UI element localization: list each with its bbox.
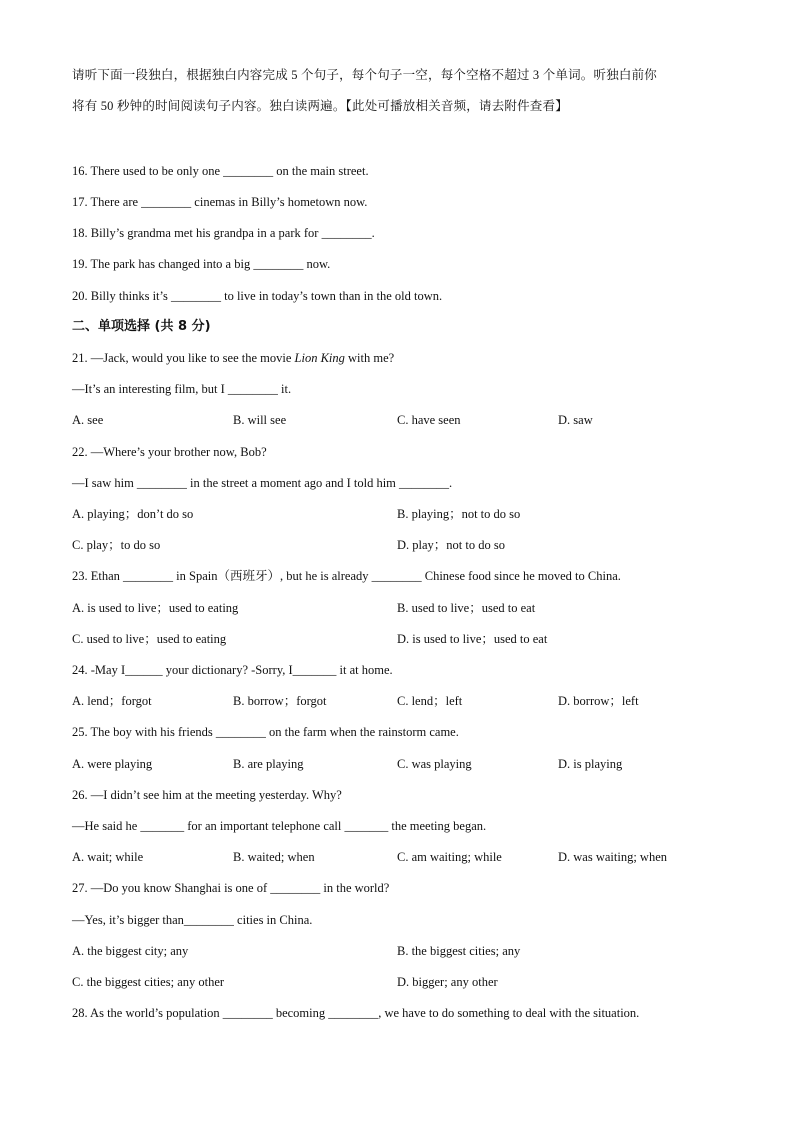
q21-option-a[interactable]: A. see: [72, 413, 104, 427]
question-27-stem: 27. —Do you know Shanghai is one of ________ in the world?: [72, 881, 390, 895]
question-23-stem: 23. Ethan ________ in Spain（西班牙）, but he is already ________ Chinese food since he moved to China.: [72, 569, 621, 583]
q27-option-d[interactable]: D. bigger; any other: [397, 975, 498, 989]
q22-option-d[interactable]: D. play；not to do so: [397, 538, 505, 552]
question-21-stem-post: with me?: [344, 351, 395, 365]
q24-option-d[interactable]: D. borrow；left: [558, 694, 639, 708]
q26-option-c[interactable]: C. am waiting; while: [397, 850, 502, 864]
q24-option-c[interactable]: C. lend；left: [397, 694, 463, 708]
question-20: 20. Billy thinks it’s ________ to live in today’s town than in the old town.: [72, 289, 443, 303]
q22-option-b[interactable]: B. playing；not to do so: [397, 507, 521, 521]
question-18: 18. Billy’s grandma met his grandpa in a park for ________.: [72, 226, 375, 240]
question-26-stem: 26. —I didn’t see him at the meeting yesterday. Why?: [72, 788, 342, 802]
question-17: 17. There are ________ cinemas in Billy’s hometown now.: [72, 195, 368, 209]
q21-option-c[interactable]: C. have seen: [397, 413, 461, 427]
q22-option-c[interactable]: C. play；to do so: [72, 538, 161, 552]
q25-option-b[interactable]: B. are playing: [233, 757, 304, 771]
q25-option-c[interactable]: C. was playing: [397, 757, 472, 771]
movie-title: Lion King: [294, 351, 345, 365]
q27-option-c[interactable]: C. the biggest cities; any other: [72, 975, 225, 989]
question-24-stem: 24. -May I______ your dictionary? -Sorry, I_______ it at home.: [72, 663, 393, 677]
q25-option-d[interactable]: D. is playing: [558, 757, 623, 771]
q26-option-d[interactable]: D. was waiting; when: [558, 850, 668, 864]
question-21-reply: —It’s an interesting film, but I ________ it.: [72, 382, 292, 396]
question-21-stem: [72, 349, 394, 367]
q26-option-b[interactable]: B. waited; when: [233, 850, 315, 864]
question-27-reply: —Yes, it’s bigger than________ cities in China.: [72, 913, 313, 927]
q27-option-a[interactable]: A. the biggest city; any: [72, 944, 189, 958]
question-16: 16. There used to be only one ________ on the main street.: [72, 164, 369, 178]
q24-option-b[interactable]: B. borrow；forgot: [233, 694, 327, 708]
q21-option-d[interactable]: D. saw: [558, 413, 593, 427]
question-28-stem: 28. As the world’s population ________ becoming ________, we have to do something to deal with the situation.: [72, 1006, 640, 1020]
q27-option-b[interactable]: B. the biggest cities; any: [397, 944, 521, 958]
q24-option-a[interactable]: A. lend；forgot: [72, 694, 152, 708]
question-22-reply: —I saw him ________ in the street a moment ago and I told him ________.: [72, 476, 453, 490]
q21-option-b[interactable]: B. will see: [233, 413, 287, 427]
question-26-reply: —He said he _______ for an important telephone call _______ the meeting began.: [72, 819, 487, 833]
listening-instructions: [72, 60, 732, 122]
instructions-line-2: 将有 50 秒钟的时间阅读句子内容。独白读两遍。【此处可播放相关音频，请去附件查看】: [72, 99, 568, 113]
question-22-stem: 22. —Where’s your brother now, Bob?: [72, 445, 267, 459]
q23-option-c[interactable]: C. used to live；used to eating: [72, 632, 227, 646]
q22-option-a[interactable]: A. playing；don’t do so: [72, 507, 194, 521]
q23-option-b[interactable]: B. used to live；used to eat: [397, 601, 536, 615]
q23-option-d[interactable]: D. is used to live；used to eat: [397, 632, 548, 646]
question-25-stem: 25. The boy with his friends ________ on the farm when the rainstorm came.: [72, 725, 459, 739]
question-21-stem-pre: 21. —Jack, would you like to see the movie: [72, 351, 295, 365]
question-19: 19. The park has changed into a big ________ now.: [72, 257, 331, 271]
q23-option-a[interactable]: A. is used to live；used to eating: [72, 601, 239, 615]
section-heading: 二、单项选择 (共 8 分): [72, 319, 211, 334]
q25-option-a[interactable]: A. were playing: [72, 757, 153, 771]
q26-option-a[interactable]: A. wait; while: [72, 850, 144, 864]
instructions-line-1: 请听下面一段独白，根据独白内容完成 5 个句子，每个句子一空，每个空格不超过 3 个单词。听独白前你: [72, 68, 658, 82]
